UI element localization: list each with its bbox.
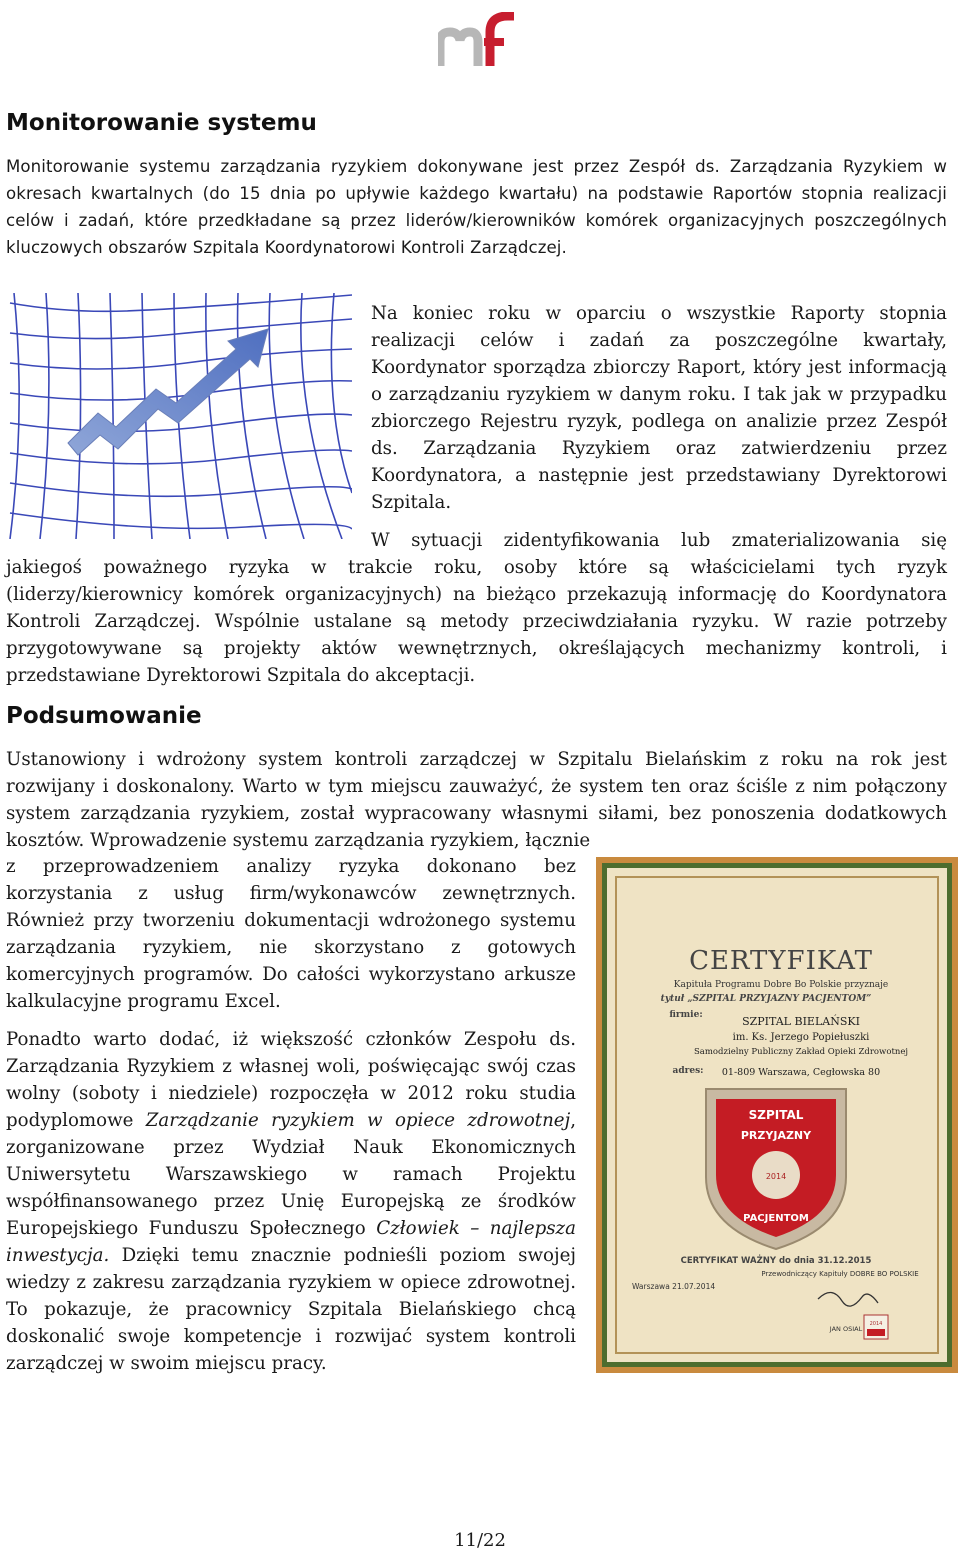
mf-logo-icon	[438, 12, 516, 68]
certificate-hospital-name: SZPITAL BIELAŃSKI	[742, 1015, 860, 1028]
summary-paragraph-1-column: z przeprowadzeniem analizy ryzyka dokonano bez korzystania z usług firm/wykonawców zewnętrznych. Również przy tworzeniu dokumentacji wdrożonego systemu zarządzania ryzykiem, nie skorzystano z gotowych komercyjnych programów. Do całości wykorzystano arkusze kalkulacyjne programu Excel.	[6, 856, 576, 1012]
certificate-signer: JAN OSIAL	[829, 1325, 863, 1333]
certificate-hospital-type: Samodzielny Publiczny Zakład Opieki Zdrowotnej	[693, 1047, 909, 1057]
course-title-text: Zarządzanie ryzykiem w opiece zdrowotnej	[145, 1110, 571, 1131]
badge-top-text: SZPITAL	[748, 1108, 804, 1122]
certificate-hospital-patron: im. Ks. Jerzego Popiełuszki	[732, 1032, 870, 1043]
summary-paragraph-2	[6, 1026, 576, 1377]
certificate-firma-label: firmie:	[669, 1010, 703, 1020]
monitoring-paragraph-1: Monitorowanie systemu zarządzania ryzykiem dokonywane jest przez Zespół ds. Zarządzania Ryzykiem w okresach kwartalnych (do 15 dnia po upływie każdego kwartału) na podstawie Raportów stopnia realizacji celów i zadań, które przedkładane są przez liderów/kierowników komórek organizacyjnych poszczególnych kluczowych obszarów Szpitala Koordynatorowi Kontroli Zarządczej.	[6, 157, 947, 257]
summary-paragraph-2-part-a: Ponadto warto dodać, iż większość członków Zespołu ds. Zarządzania Ryzykiem z własnej woli, poświęcając swój czas wolny (soboty i niedziele) rozpoczęła w 2012 roku studia podyplomowe	[6, 1029, 576, 1131]
certificate-image	[596, 857, 958, 1373]
certificate-title: CERTYFIKAT	[689, 946, 873, 976]
monitoring-paragraph-3: W sytuacji zidentyfikowania lub zmaterializowania się jakiegoś poważnego ryzyka w trakcie roku, osoby które są właścicielami tych ryzyk (liderzy/kierownicy komórek organizacyjnych) na bieżąco przekazują informację do Koordynatora Kontroli Zarządczej. Wspólnie ustalane są metody przeciwdziałania ryzyku. W razie potrzeby przygotowywane są projekty aktów wewnętrznych, określających mechanizmy kontroli, i przedstawiane Dyrektorowi Szpitala do akceptacji.	[6, 530, 947, 686]
programme-title-text: Człowiek – najlepsza inwestycja.	[6, 1218, 576, 1266]
section-heading-monitoring: Monitorowanie systemu	[6, 110, 317, 136]
certificate-line-1: Kapituła Programu Dobre Bo Polskie przyznaje	[673, 980, 889, 990]
section-heading-summary: Podsumowanie	[6, 703, 202, 729]
badge-mid-text: PRZYJAZNY	[740, 1129, 812, 1142]
page-number: 11/22	[454, 1530, 506, 1551]
certificate-adres-label: adres:	[672, 1066, 704, 1076]
badge-bottom-text: PACJENTOM	[743, 1213, 809, 1224]
summary-paragraph-2-part-c: Dzięki temu znacznie podnieśli poziom swojej wiedzy z zakresu zarządzania ryzykiem w opiece zdrowotnej. To pokazuje, że pracownicy Szpitala Bielańskiego chcą doskonalić swoje kompetencje i rozwijać system kontroli zarządczej w swoim miejscu pracy.	[6, 1245, 576, 1374]
polska-logo-year: 2014	[869, 1321, 883, 1327]
summary-paragraph-1-full: Ustanowiony i wdrożony system kontroli zarządczej w Szpitalu Bielańskim z roku na rok jest rozwijany i doskonalony. Warto w tym miejscu zauważyć, że system ten oraz ściśle z nim połączony system zarządzania ryzykiem, został wypracowany własnymi siłami, bez ponoszenia dodatkowych kosztów. Wprowadzenie systemu zarządzania ryzykiem, łącznie	[6, 749, 947, 851]
growth-chart-illustration	[6, 293, 352, 539]
certificate-line-2: tytuł „SZPITAL PRZYJAZNY PACJENTOM”	[660, 994, 872, 1004]
certificate-place-date: Warszawa 21.07.2014	[632, 1282, 716, 1291]
badge-year-text: 2014	[765, 1172, 787, 1181]
certificate-chair: Przewodniczący Kapituły DOBRE BO POLSKIE	[761, 1270, 919, 1278]
certificate-validity: CERTYFIKAT WAŻNY do dnia 31.12.2015	[680, 1256, 872, 1266]
summary-paragraph-2-part-b: , zorganizowane przez Wydział Nauk Ekonomicznych Uniwersytetu Warszawskiego w ramach Projektu współfinansowanego przez Unię Europejską ze środków Europejskiego Funduszu Społecznego	[6, 1110, 577, 1239]
certificate-address: 01-809 Warszawa, Cegłowska 80	[721, 1067, 881, 1078]
monitoring-paragraph-2: Na koniec roku w oparciu o wszystkie Raporty stopnia realizacji celów i zadań za poszczególne kwartały, Koordynator sporządza zbiorczy Raport, który jest informacją o zarządzaniu ryzykiem w danym roku. I tak jak w przypadku zbiorczego Rejestru ryzyk, podlega on analizie przez Zespół ds. Zarządzania Ryzykiem oraz zatwierdzeniu przez Koordynatora, a następnie jest przedstawiany Dyrektorowi Szpitala.	[371, 303, 947, 513]
